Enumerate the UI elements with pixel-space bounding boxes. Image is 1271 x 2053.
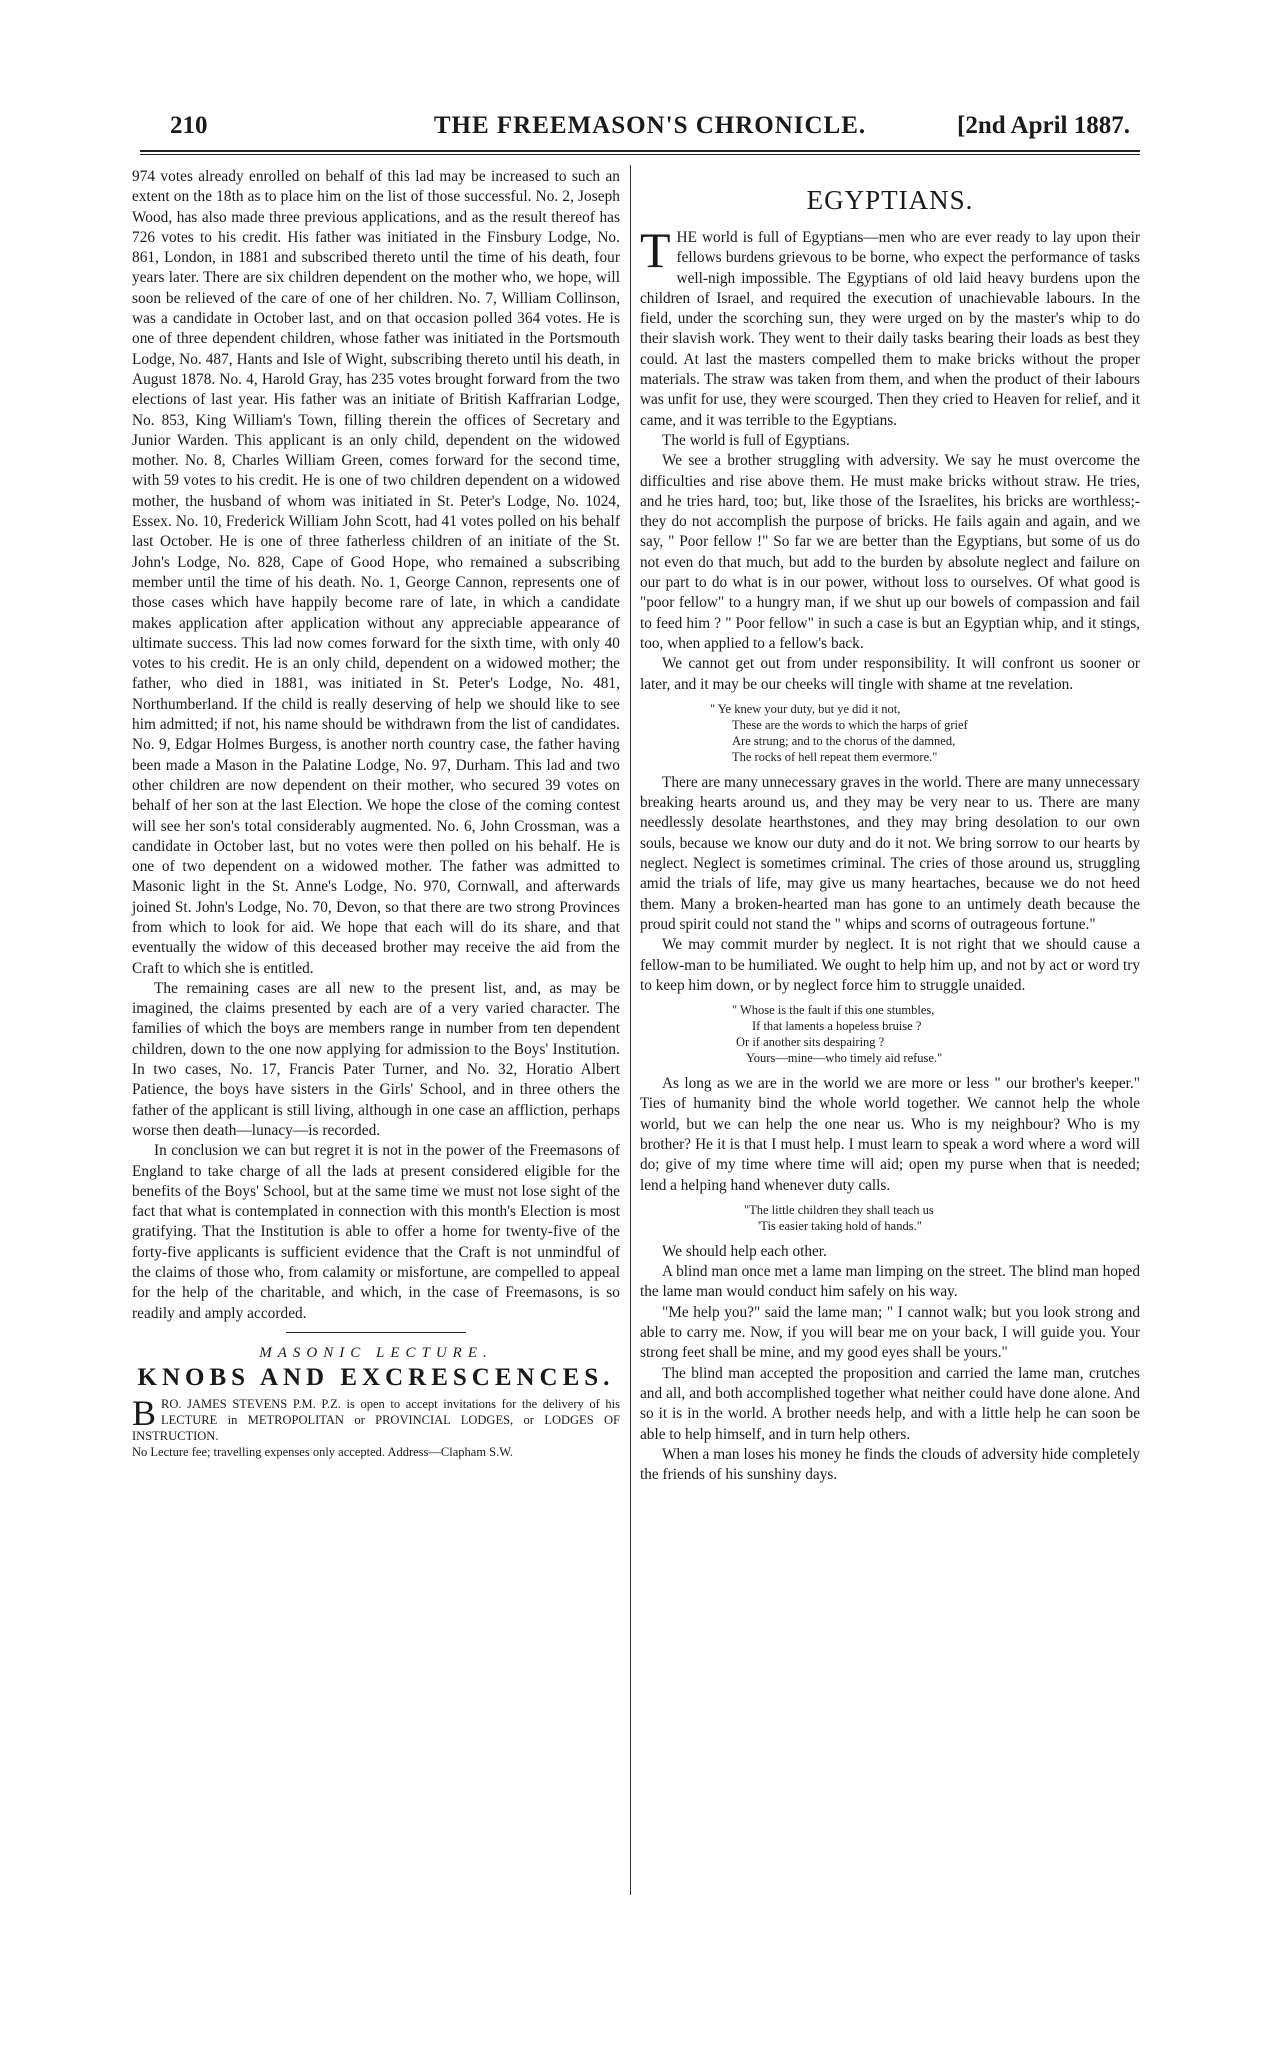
article-paragraph: We should help each other. (662, 1242, 827, 1260)
verse-line: Are strung; and to the chorus of the damned, (732, 733, 956, 748)
verse-quote (640, 1002, 1140, 1066)
verse-line: " Ye knew your duty, but ye did it not, (710, 701, 901, 716)
right-column (640, 167, 1140, 1485)
verse-quote (640, 701, 1140, 765)
article-paragraph: As long as we are in the world we are more or less " our brother's keeper." Ties of humanity bind the whole world together. We cannot help the whole world, but we can help the one near us. Who is my neighbour? Who is my brother? He it is that I must help. I must learn to speak a word where a word will do; give of my time where time will aid; open my purse when that is needed; lend a helping hand whenever duty calls. (640, 1075, 1140, 1194)
notice-text: RO. JAMES STEVENS P.M. P.Z. is open to accept invitations for the delivery of his LECTURE in METROPOLITAN or PROVINCIAL LODGES, or LODGES OF INSTRUCTION. (132, 1396, 620, 1443)
publication-title: THE FREEMASON'S CHRONICLE. (433, 112, 867, 139)
masthead (170, 112, 1130, 148)
article-paragraph: "Me help you?" said the lame man; " I cannot walk; but you look strong and able to carry me. Now, if you will bear me on your back, I will guide you. Your strong feet shall be mine, and my good eyes shall be yours." (640, 1303, 1140, 1362)
left-column (132, 167, 620, 1460)
column-divider (630, 165, 631, 1895)
verse-line: These are the words to which the harps of grief (732, 717, 968, 732)
lecture-notice (132, 1392, 620, 1460)
intro-dropcap: T (640, 222, 671, 278)
header-rule-thin (140, 154, 1140, 155)
intro-text: HE world is full of Egyptians—men who are ever ready to lay upon their fellows burdens grievous to be borne, who expect the performance of tasks well-nigh impossible. The Egyptians of old laid heavy burdens upon the children of Israel, and required the execution of unachievable labours. In the field, under the scorching sun, they were urged on by the master's whip to do their slavish work. They went to their daily tasks bearing their loads as best they could. At last the masters compelled them to make bricks without the proper materials. The straw was taken from them, and when the product of their labours was unfit for use, they were scourged. Then they cried to Heaven for relief, and it came, and it was terrible to the Egyptians. (640, 229, 1140, 429)
article-intro (640, 222, 1140, 431)
verse-line: "The little children they shall teach us (744, 1202, 934, 1217)
article-paragraph: There are many unnecessary graves in the world. There are many unnecessary breaking hearts around us, and they may be very near to us. There are many needlessly desolate hearthstones, and they may bring desolation to our own souls, because we know our duty and do it not. We bring sorrow to our hearts by neglect. Neglect is sometimes criminal. The cries of those around us, struggling amid the trials of life, may give us many heartaches, because we do not heed them. Many a broken-hearted man has gone to an untimely death because the proud spirit could not stand the " whips and scorns of outrageous fortune." (640, 773, 1140, 933)
article-paragraph: In conclusion we can but regret it is not in the power of the Freemasons of England to take charge of all the lads at present considered eligible for the benefits of the Boys' School, but at the same time we must not lose sight of the fact that what is contemplated in connection with this month's Election is most gratifying. That the Institution is able to offer a home for twenty-five of the forty-five applicants is sufficient evidence that the Craft is not unmindful of the claims of those who, from calamity or misfortune, are compelled to appeal for the help of the charitable, and which, in the case of Freemasons, is so readily and amply accorded. (132, 1142, 620, 1322)
issue-date: [2nd April 1887. (957, 112, 1130, 139)
article-paragraph: We see a brother struggling with adversity. We say he must overcome the difficulties and rise above them. He must make bricks without straw. He tries, and he tries hard, too; but, like those of the Israelites, his bricks are worthless;- they do not accomplish the purpose of bricks. He fails again and again, and we say, " Poor fellow !" So far we are better than the Egyptians, but some of us do not even do that much, but add to the burden by absolute neglect and failure on our part to do what is in our power, without loss to ourselves. Of what good is "poor fellow" to a hungry man, if we shut up our bowels of compassion and fail to feed him ? " Poor fellow" in such a case is but an Egyptian whip, and it stings, too, when applied to a fellow's back. (640, 452, 1140, 652)
article-paragraph: The remaining cases are all new to the present list, and, as may be imagined, the claims presented by each are of a very varied character. The families of which the boys are members range in number from ten dependent children, down to the one now applying for admission to the Boys' Institution. In two cases, No. 17, Francis Pater Turner, and No. 32, Horatio Albert Patience, the boys have sisters in the Girls' School, and in three others the father of the applicant is still living, although in one case an affliction, perhaps worse then death—lunacy—is recorded. (132, 979, 620, 1139)
verse-quote (640, 1202, 1140, 1234)
article-paragraph: The blind man accepted the proposition and carried the lame man, crutches and all, and both accomplished together what neither could have done alone. And so it is in the world. A brother needs help, and with a little help he can soon be able to help himself, and in turn help others. (640, 1364, 1140, 1443)
section-rule (286, 1332, 466, 1333)
notice-terms: No Lecture fee; travelling expenses only accepted. Address—Clapham S.W. (132, 1444, 514, 1459)
article-paragraph: A blind man once met a lame man limping on the street. The blind man hoped the lame man would conduct him safely on his way. (640, 1263, 1140, 1301)
article-paragraph: We may commit murder by neglect. It is not right that we should cause a fellow-man to be humiliated. We ought to help him up, and not by act or word try to keep him down, or by neglect force him to struggle unaided. (640, 936, 1140, 994)
verse-line: If that laments a hopeless bruise ? (752, 1019, 922, 1034)
article-paragraph: The world is full of Egyptians. (662, 431, 850, 449)
verse-line: 'Tis easier taking hold of hands." (758, 1218, 922, 1233)
verse-line: " Whose is the fault if this one stumbles, (732, 1003, 935, 1018)
page-number: 210 (170, 112, 208, 139)
notice-dropcap: B (132, 1392, 157, 1433)
header-rule (140, 150, 1140, 152)
article-paragraph: 974 votes already enrolled on behalf of this lad may be increased to such an extent on the 18th as to place him on the list of those successful. No. 2, Joseph Wood, has also made three previous applications, and as the result thereof has 726 votes to his credit. His father was initiated in the Finsbury Lodge, No. 861, London, in 1881 and subscribed thereto until the time of his death, four years later. There are six children dependent on the mother who, we hope, will soon be relieved of the care of one of her children. No. 7, William Collinson, was a candidate in October last, and on that occasion polled 364 votes. He is one of three dependent children, whose father was initiated in the Portsmouth Lodge, No. 487, Hants and Isle of Wight, subscribing thereto until his death, in August 1878. No. 4, Harold Gray, has 235 votes brought forward from the two elections of last year. His father was an initiate of British Kaffrarian Lodge, No. 853, King William's Town, filling therein the offices of Secretary and Junior Warden. This applicant is an only child, dependent on the widowed mother. No. 8, Charles William Green, comes forward for the second time, with 59 votes to his credit. He is one of two children dependent on a widowed mother, the husband of whom was initiated in St. Peter's Lodge, No. 1024, Essex. No. 10, Frederick William John Scott, had 41 votes polled on his behalf last October. He is one of three fatherless children of an initiate of the St. John's Lodge, No. 828, Cape of Good Hope, who remained a subscribing member until the time of his death. No. 1, George Cannon, represents one of those cases which have happily become rare of late, in which a candidate makes application after application without any appreciable appearance of ultimate success. This lad now comes forward for the sixth time, with only 40 votes to his credit. He is an only child, dependent on a widowed mother; the father, who died in 1881, was initiated in St. Peter's Lodge, No. 481, Northumberland. If the child is really deserving of help we should like to see him admitted; if not, his name should be withdrawn from the list of candidates. No. 9, Edgar Holmes Burgess, is another north country case, the father having been made a Mason in the Palatine Lodge, No. 97, Durham. This lad and two other children are now dependent on their mother, who secured 39 votes on behalf of her son at the last Election. We hope the close of the coming contest will see her son's total considerably augmented. No. 6, John Crossman, was a candidate in October last, but no votes were then polled on his behalf. He is one of two dependent on a widowed mother. The father was admitted to Masonic light in the St. Anne's Lodge, No. 970, Cornwall, and afterwards joined St. John's Lodge, No. 70, Devon, so that there are two strong Provinces from which to look for aid. We hope that each will do its share, and that eventually the widow of this deceased brother may receive the aid from the Craft to which she is entitled. (132, 168, 620, 977)
lecture-kicker: MASONIC LECTURE. (259, 1344, 493, 1361)
verse-line: Or if another sits despairing ? (736, 1035, 885, 1050)
article-paragraph: When a man loses his money he finds the clouds of adversity hide completely the friends of his sunshiny days. (640, 1445, 1140, 1484)
verse-line: The rocks of hell repeat them evermore." (732, 749, 938, 764)
lecture-headline: KNOBS AND EXCRESCENCES. (137, 1363, 615, 1391)
article-paragraph: We cannot get out from under responsibility. It will confront us sooner or later, and it may be our cheeks will tingle with shame at tne revelation. (640, 655, 1140, 693)
article-headline: EGYPTIANS. (806, 185, 974, 215)
verse-line: Yours—mine—who timely aid refuse." (746, 1051, 943, 1066)
